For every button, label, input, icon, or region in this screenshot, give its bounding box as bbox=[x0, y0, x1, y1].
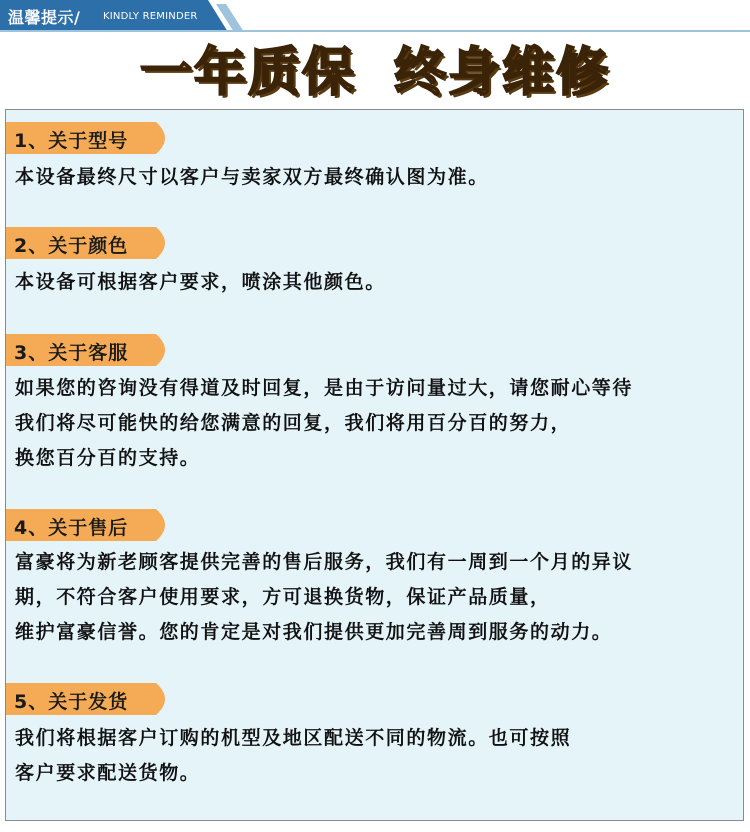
section-heading-tag bbox=[6, 122, 174, 154]
section-text-line: 我们将根据客户订购的机型及地区配送不同的物流。也可按照 bbox=[15, 727, 572, 749]
section-text-line: 富豪将为新老顾客提供完善的售后服务，我们有一周到一个月的异议 bbox=[15, 551, 634, 573]
reminder-header bbox=[0, 0, 750, 32]
section-text-line: 如果您的咨询没有得道及时回复，是由于访问量过大，请您耐心等待 bbox=[15, 377, 634, 399]
section-heading-tag bbox=[6, 509, 174, 541]
section-heading-tag bbox=[6, 227, 174, 259]
header-label-cn: 温馨提示/ bbox=[8, 8, 81, 27]
section-heading: 4、关于售后 bbox=[14, 517, 129, 539]
section-heading-tag bbox=[6, 683, 174, 715]
section-heading: 5、关于发货 bbox=[14, 691, 129, 713]
section-text-line: 本设备可根据客户要求，喷涂其他颜色。 bbox=[15, 271, 386, 293]
section-text-line: 本设备最终尺寸以客户与卖家双方最终确认图为准。 bbox=[15, 166, 489, 188]
title-warranty: 一年质保 bbox=[139, 43, 356, 103]
header-label-en: KINDLY REMINDER bbox=[103, 11, 198, 22]
section-text-line: 维护富豪信誉。您的肯定是对我们提供更加完善周到服务的动力。 bbox=[15, 621, 613, 643]
section-text-line: 客户要求配送货物。 bbox=[15, 762, 201, 784]
section-heading: 1、关于型号 bbox=[14, 130, 129, 152]
notice-content-box bbox=[5, 109, 744, 821]
section-heading-tag bbox=[6, 334, 174, 366]
page-title bbox=[0, 38, 750, 108]
section-text-line: 我们将尽可能快的给您满意的回复，我们将用百分百的努力， bbox=[15, 412, 572, 434]
title-repair: 终身维修 bbox=[394, 43, 611, 103]
section-text-line: 换您百分百的支持。 bbox=[15, 447, 201, 469]
section-heading: 3、关于客服 bbox=[14, 342, 129, 364]
section-text-line: 期，不符合客户使用要求，方可退换货物，保证产品质量， bbox=[15, 586, 551, 608]
section-heading: 2、关于颜色 bbox=[14, 235, 129, 257]
